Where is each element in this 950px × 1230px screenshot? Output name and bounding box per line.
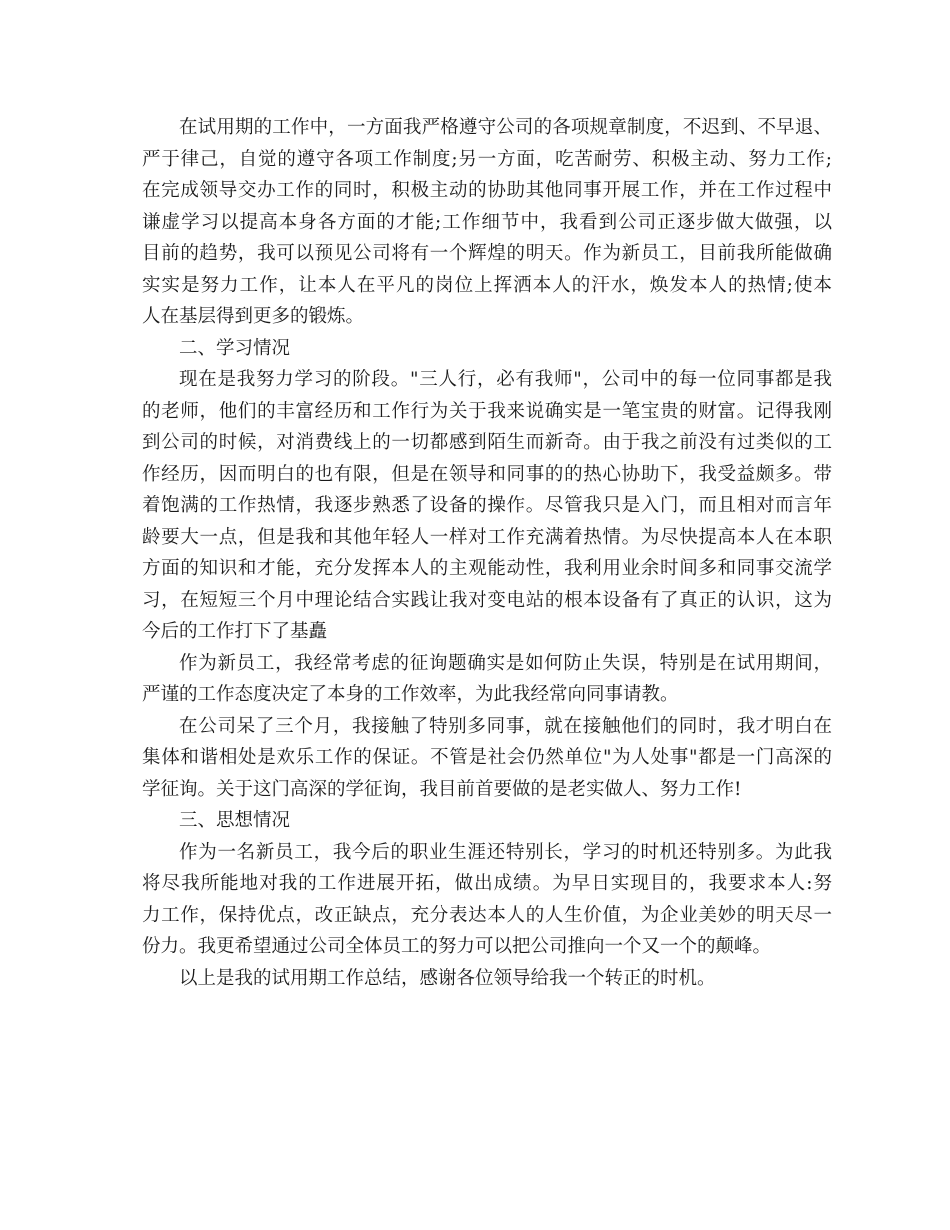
text-line: 在完成领导交办工作的同时，积极主动的协助其他同事开展工作，并在工作过程中 xyxy=(142,180,832,201)
text-line: 严于律己，自觉的遵守各项工作制度;另一方面，吃苦耐劳、积极主动、努力工作; xyxy=(142,148,832,170)
text-line: 方面的知识和才能，充分发挥本人的主观能动性，我利用业余时间多和同事交流学 xyxy=(142,558,832,579)
text-line: 作为一名新员工，我今后的职业生涯还特别长，学习的时机还特别多。为此我 xyxy=(179,841,832,863)
text-line: 二、学习情况 xyxy=(179,337,291,359)
text-line: 在公司呆了三个月，我接触了特别多同事，就在接触他们的同时，我才明白在 xyxy=(179,715,832,737)
text-line: 着饱满的工作热情，我逐步熟悉了设备的操作。尽管我只是入门，而且相对而言年 xyxy=(142,495,832,516)
text-line: 今后的工作打下了基矗 xyxy=(142,621,328,642)
text-line: 龄要大一点，但是我和其他年轻人一样对工作充满着热情。为尽快提高本人在本职 xyxy=(142,526,832,548)
text-line: 习，在短短三个月中理论结合实践让我对变电站的根本设备有了真正的认识，这为 xyxy=(142,589,832,611)
text-line: 人在基层得到更多的锻炼。 xyxy=(142,306,365,327)
text-line: 学征询。关于这门高深的学征询，我目前首要做的是老实做人、努力工作! xyxy=(142,778,742,800)
text-line: 在试用期的工作中，一方面我严格遵守公司的各项规章制度，不迟到、不早退、 xyxy=(179,117,832,138)
text-line: 集体和谐相处是欢乐工作的保证。不管是社会仍然单位"为人处事"都是一门高深的 xyxy=(142,747,832,768)
text-line: 实实是努力工作，让本人在平凡的岗位上挥洒本人的汗水，焕发本人的热情;使本 xyxy=(142,274,832,296)
text-line: 三、思想情况 xyxy=(179,810,291,831)
text-line: 目前的趋势，我可以预见公司将有一个辉煌的明天。作为新员工，目前我所能做确 xyxy=(142,243,832,264)
text-line: 的老师，他们的丰富经历和工作行为关于我来说确实是一笔宝贵的财富。记得我刚 xyxy=(142,400,832,422)
text-line: 以上是我的试用期工作总结，感谢各位领导给我一个转正的时机。 xyxy=(179,967,716,989)
text-line: 到公司的时候，对消费线上的一切都感到陌生而新奇。由于我之前没有过类似的工 xyxy=(142,432,832,453)
text-line: 作为新员工，我经常考虑的征询题确实是如何防止失误，特别是在试用期间， xyxy=(179,652,832,674)
document-body xyxy=(142,112,832,994)
text-line: 力工作，保持优点，改正缺点，充分表达本人的人生价值，为企业美妙的明天尽一 xyxy=(142,904,832,926)
text-line: 现在是我努力学习的阶段。"三人行，必有我师"，公司中的每一位同事都是我 xyxy=(179,369,832,390)
text-line: 将尽我所能地对我的工作进展开拓，做出成绩。为早日实现目的，我要求本人:努 xyxy=(142,873,832,894)
text-line: 份力。我更希望通过公司全体员工的努力可以把公司推向一个又一个的颠峰。 xyxy=(142,936,772,957)
text-line: 谦虚学习以提高本身各方面的才能;工作细节中，我看到公司正逐步做大做强，以 xyxy=(142,211,832,233)
text-line: 作经历，因而明白的也有限，但是在领导和同事的的热心协助下，我受益颇多。带 xyxy=(142,463,832,485)
text-line: 严谨的工作态度决定了本身的工作效率，为此我经常向同事请教。 xyxy=(142,684,679,705)
